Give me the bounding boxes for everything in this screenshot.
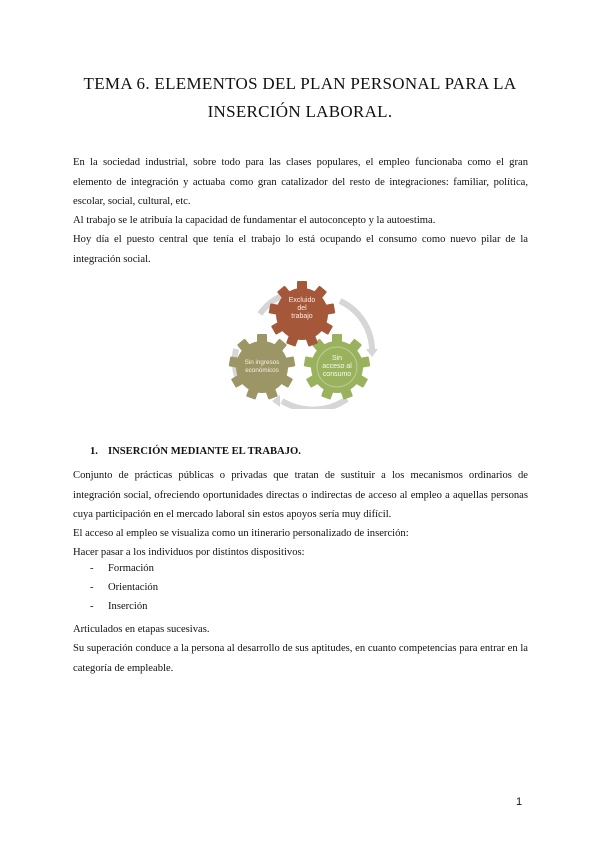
bullet-marker: - <box>90 563 94 574</box>
list-item <box>90 582 158 593</box>
list-item <box>90 601 147 612</box>
section-paragraph-3: Hacer pasar a los individuos por distintos dispositivos: <box>73 547 305 558</box>
list-item-label: Formación <box>108 563 154 574</box>
bullet-marker: - <box>90 601 94 612</box>
title-line-1: TEMA 6. ELEMENTOS DEL PLAN PERSONAL PARA LA <box>83 74 517 93</box>
section-number: 1. <box>90 446 98 457</box>
arrow-bottom <box>282 399 347 409</box>
section-paragraph-1: Conjunto de prácticas públicas o privadas que tratan de sustituir a los mecanismos ordinarios de integración social, ofreciendo oportunidades directas o indirectas de acceso al empleo a aquellas personas cuya participación en el mercado laboral sin estos apoyos sería muy difícil. <box>73 470 528 521</box>
section-heading <box>90 446 301 457</box>
list-item <box>90 563 154 574</box>
list-item-label: Inserción <box>108 601 148 612</box>
gear-left-label: Sin ingresos económicos <box>244 359 280 374</box>
intro-paragraph-2: Al trabajo se le atribuía la capacidad de fundamentar el autoconcepto y la autoestima. <box>73 215 436 226</box>
section-paragraph-4: Articulados en etapas sucesivas. <box>73 624 210 635</box>
section-paragraph-2: El acceso al empleo se visualiza como un itinerario personalizado de inserción: <box>73 528 409 539</box>
page-title <box>60 70 540 126</box>
gear-top-label: Excluido del trabajo <box>288 297 316 320</box>
list-item-label: Orientación <box>108 582 159 593</box>
title-line-2: INSERCIÓN LABORAL. <box>207 102 393 121</box>
bullet-marker: - <box>90 582 94 593</box>
section-title: INSERCIÓN MEDIANTE EL TRABAJO. <box>108 446 301 457</box>
intro-paragraph-3: Hoy día el puesto central que tenía el trabajo lo está ocupando el consumo como nuevo pilar de la integración social. <box>73 234 528 265</box>
intro-paragraph-1: En la sociedad industrial, sobre todo para las clases populares, el empleo funcionaba como el gran elemento de integración y actuaba como gran catalizador del resto de integraciones: familiar, política, escolar, social, cultural, etc. <box>73 157 528 208</box>
section-paragraph-5: Su superación conduce a la persona al desarrollo de sus aptitudes, en cuanto competencias para entrar en la categoría de empleable. <box>73 643 528 674</box>
exclusion-cycle-diagram <box>222 279 382 409</box>
gear-right-label: Sin acceso al consumo <box>322 355 352 378</box>
page-number: 1 <box>516 796 523 808</box>
